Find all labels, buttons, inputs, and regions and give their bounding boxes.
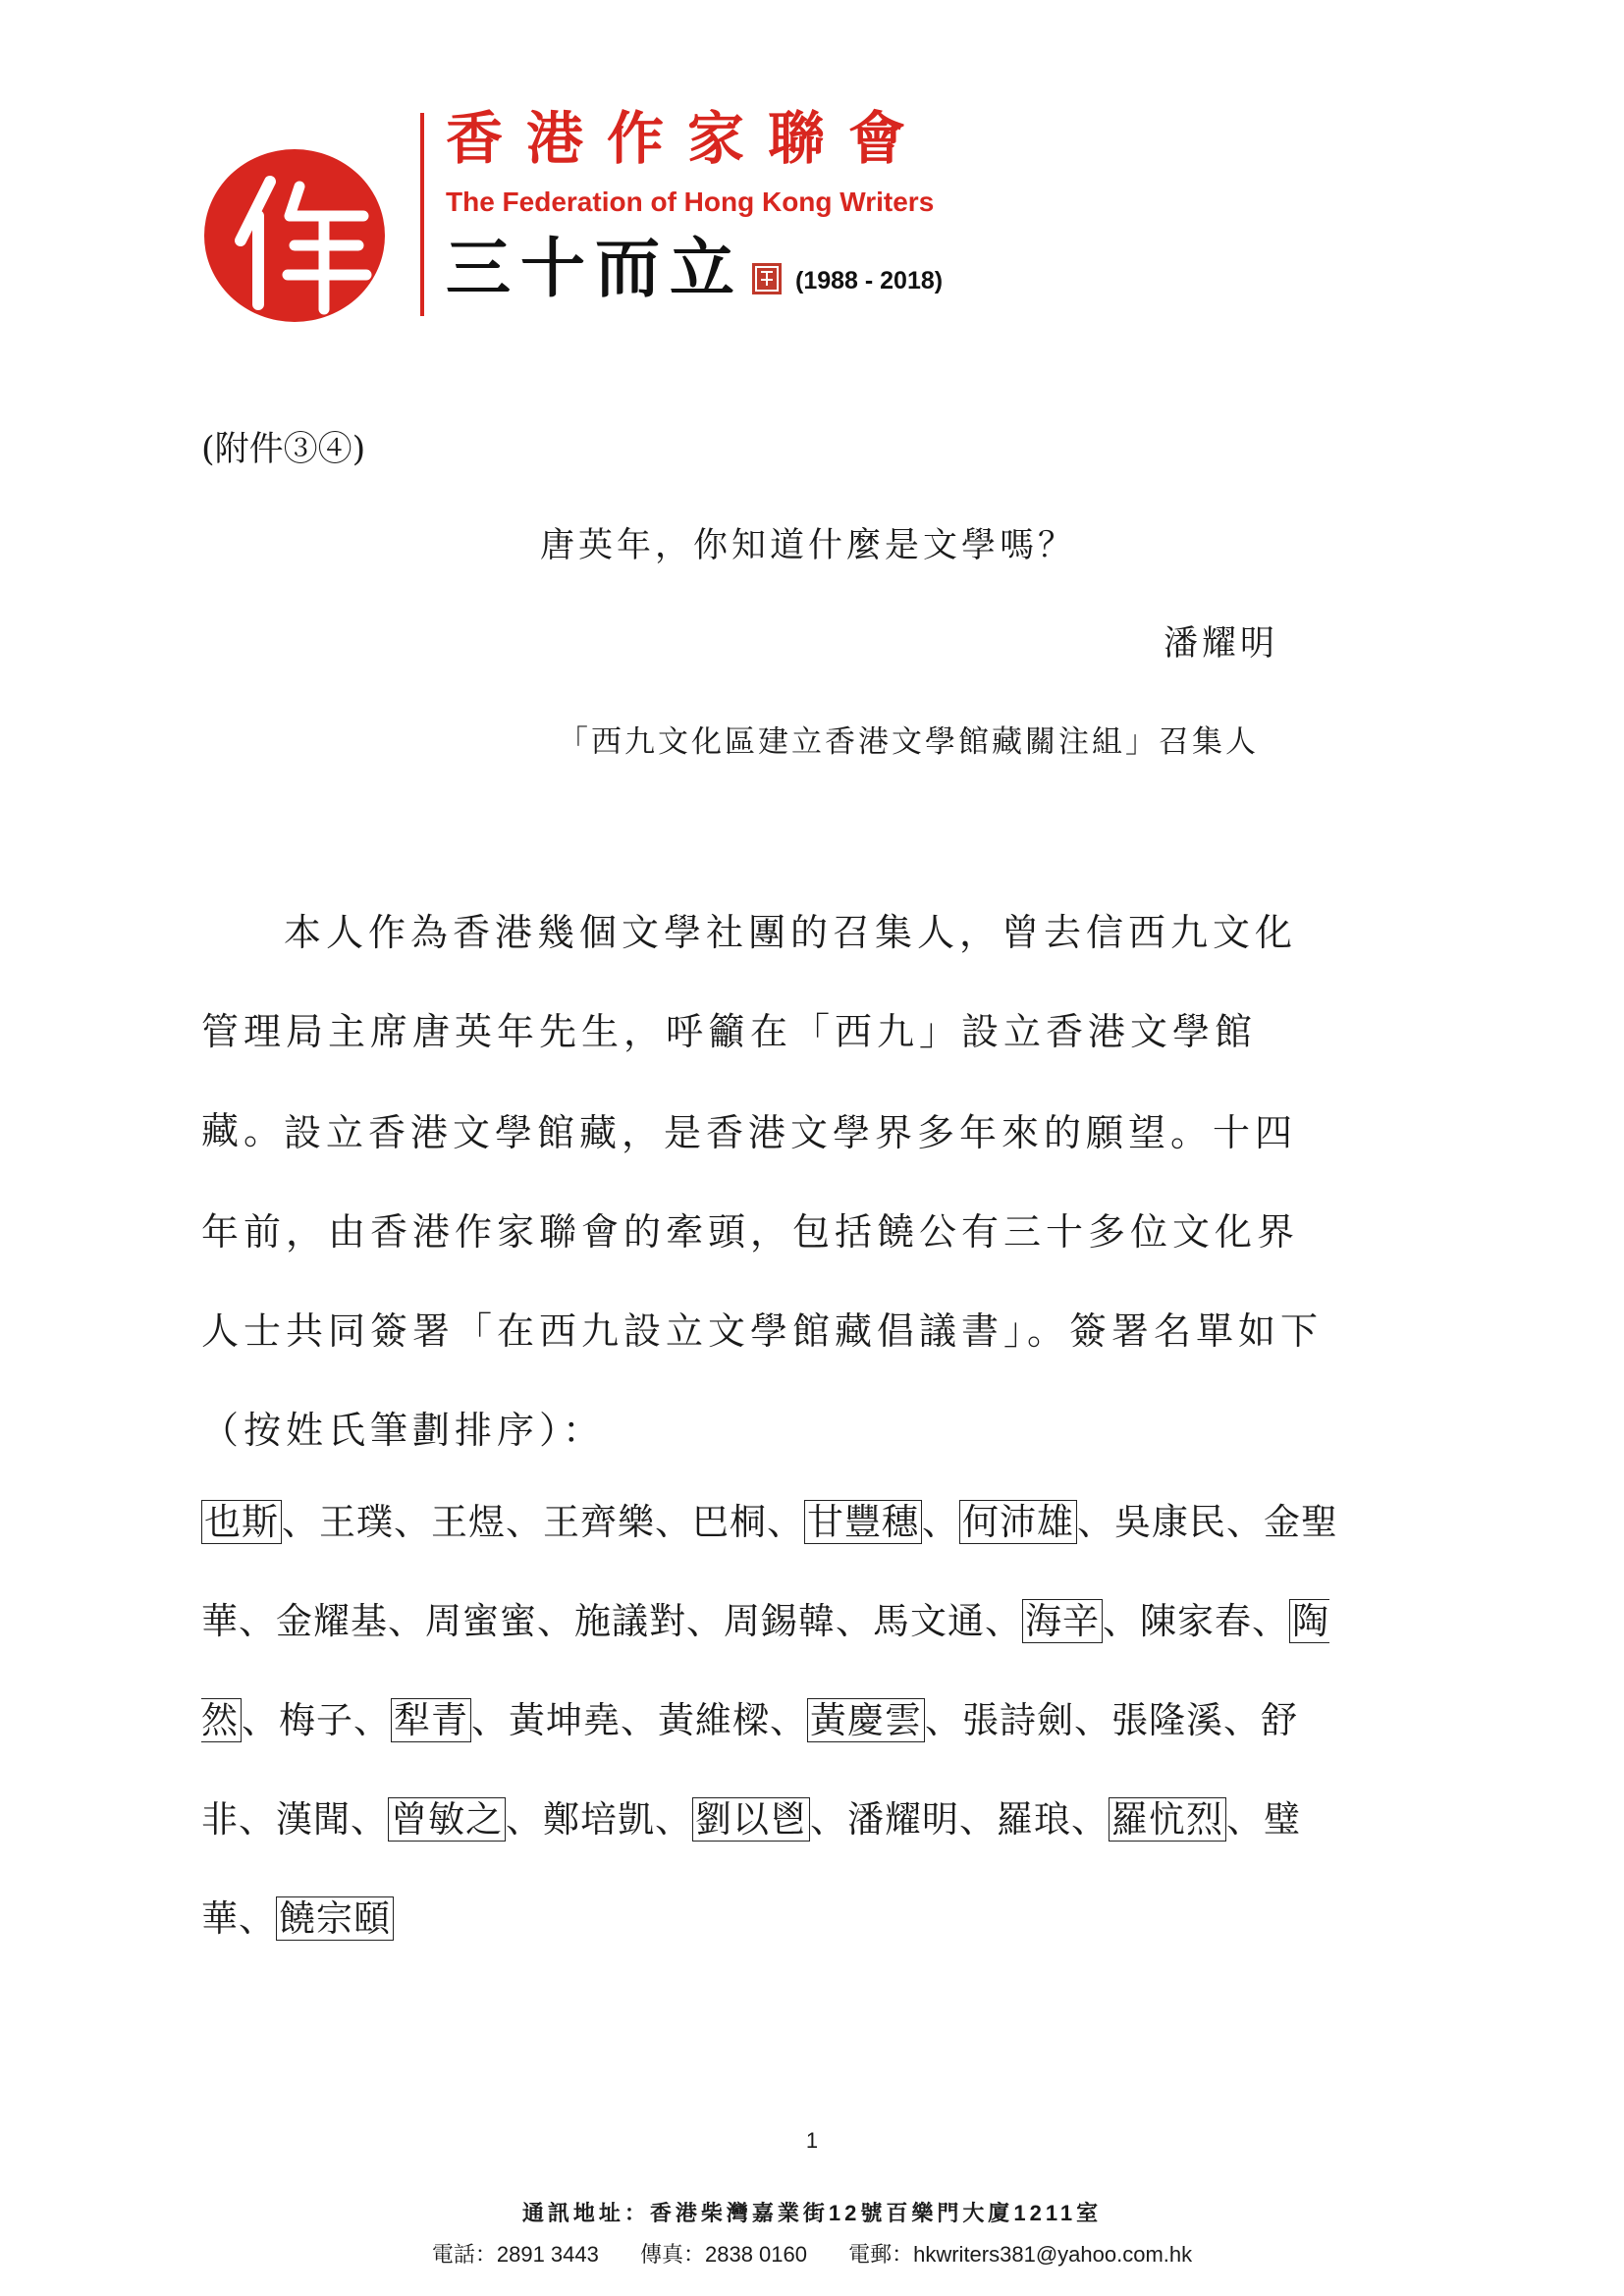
signatory-name: 羅琅 — [997, 1798, 1071, 1841]
footer-contacts — [0, 2238, 1624, 2269]
signatory-name: 施議對 — [574, 1600, 686, 1642]
signatory-name: 鄭培凱 — [543, 1798, 655, 1841]
federation-logo — [201, 147, 388, 324]
signatory-name: 王煜 — [431, 1501, 506, 1543]
org-name-english: The Federation of Hong Kong Writers — [446, 187, 935, 217]
signatory-name: 金聖華 — [201, 1501, 1338, 1642]
signatory-name: 周蜜蜜 — [425, 1600, 537, 1642]
author-role: 「西九文化區建立香港文學館藏關注組」召集人 — [558, 724, 1259, 760]
signatory-name: 舒非 — [201, 1699, 1298, 1841]
footer-phone: 電話：2891 3443 — [431, 2242, 599, 2267]
signatory-name: 黃坤堯 — [509, 1699, 621, 1741]
signatory-name: 巴桐 — [692, 1501, 767, 1543]
signatory-name: 海辛 — [1022, 1599, 1103, 1643]
body-paragraph: 設立香港文學館藏，是香港文學界多年來的願望。十四年前，由香港作家聯會的牽頭，包括饒公有三十多位文化界人士共同簽署「在西九設立文學館藏倡議書」。簽署名單如下（按姓氏筆劃排序）： — [201, 1111, 1324, 1452]
signatory-name: 張隆溪 — [1111, 1699, 1223, 1741]
signatory-list: 也斯、王璞、王煜、王齊樂、巴桐、甘豐穗、何沛雄、吳康民、金聖華、金耀基、周蜜蜜、施議對、周錫韓、馬文通、海辛、陳家春、陶然、梅子、犁青、黃坤堯、黃維樑、黃慶雲、張詩劍、張隆溪、舒非、漢聞、曾敏之、鄭培凱、劉以鬯、潘耀明、羅琅、羅忼烈、璧華、饒宗頤 — [201, 1501, 1338, 1940]
signatory-name: 周錫韓 — [724, 1600, 836, 1642]
signatory-name: 犁青 — [391, 1698, 471, 1742]
signatory-name: 陳家春 — [1140, 1600, 1252, 1642]
anniversary-motto: 三十而立 — [446, 230, 744, 306]
signatory-name: 馬文通 — [873, 1600, 985, 1642]
signatory-name: 潘耀明 — [847, 1798, 959, 1841]
attachment-label: (附件③④) — [201, 430, 366, 469]
letterhead-divider — [420, 113, 424, 316]
signatory-name: 也斯 — [201, 1500, 282, 1544]
signatory-name: 璧華 — [201, 1798, 1301, 1940]
signatory-name: 甘豐穗 — [804, 1500, 922, 1544]
anniversary-years: (1988 - 2018) — [795, 267, 944, 294]
signatory-name: 吳康民 — [1114, 1501, 1226, 1543]
footer-address: 通訊地址：香港柴灣嘉業街12號百樂門大廈1211室 — [521, 2201, 1103, 2225]
signatory-name: 曾敏之 — [388, 1797, 506, 1842]
author-name: 潘耀明 — [1164, 624, 1279, 664]
signatory-name: 陶然 — [201, 1600, 1329, 1741]
signatory-name: 黃慶雲 — [807, 1698, 925, 1742]
signatory-name: 金耀基 — [276, 1600, 388, 1642]
article-title: 唐英年，你知道什麼是文學嗎？ — [540, 526, 1077, 565]
signatory-name: 張詩劍 — [962, 1699, 1074, 1741]
footer-email: 電郵：hkwriters381@yahoo.com.hk — [848, 2242, 1193, 2267]
signatory-name: 羅忼烈 — [1109, 1797, 1226, 1842]
signatory-name: 饒宗頤 — [276, 1896, 394, 1941]
signatory-name: 劉以鬯 — [692, 1797, 810, 1842]
footer-fax: 傳真：2838 0160 — [639, 2242, 807, 2267]
signatory-name: 梅子 — [279, 1699, 353, 1741]
signatory-name: 漢聞 — [276, 1798, 351, 1841]
page-number: 1 — [805, 2128, 819, 2153]
signatory-name: 王璞 — [319, 1501, 394, 1543]
signatory-name: 何沛雄 — [959, 1500, 1077, 1544]
signatory-name: 黃維樑 — [658, 1699, 770, 1741]
seal-stamp-icon — [751, 262, 783, 295]
org-name-chinese: 香港作家聯會 — [446, 105, 930, 172]
body-paragraph: 本人作為香港幾個文學社團的召集人，曾去信西九文化管理局主席唐英年先生，呼籲在「西九」設立香港文學館藏。 — [201, 911, 1298, 1152]
signatory-name: 王齊樂 — [543, 1501, 655, 1543]
